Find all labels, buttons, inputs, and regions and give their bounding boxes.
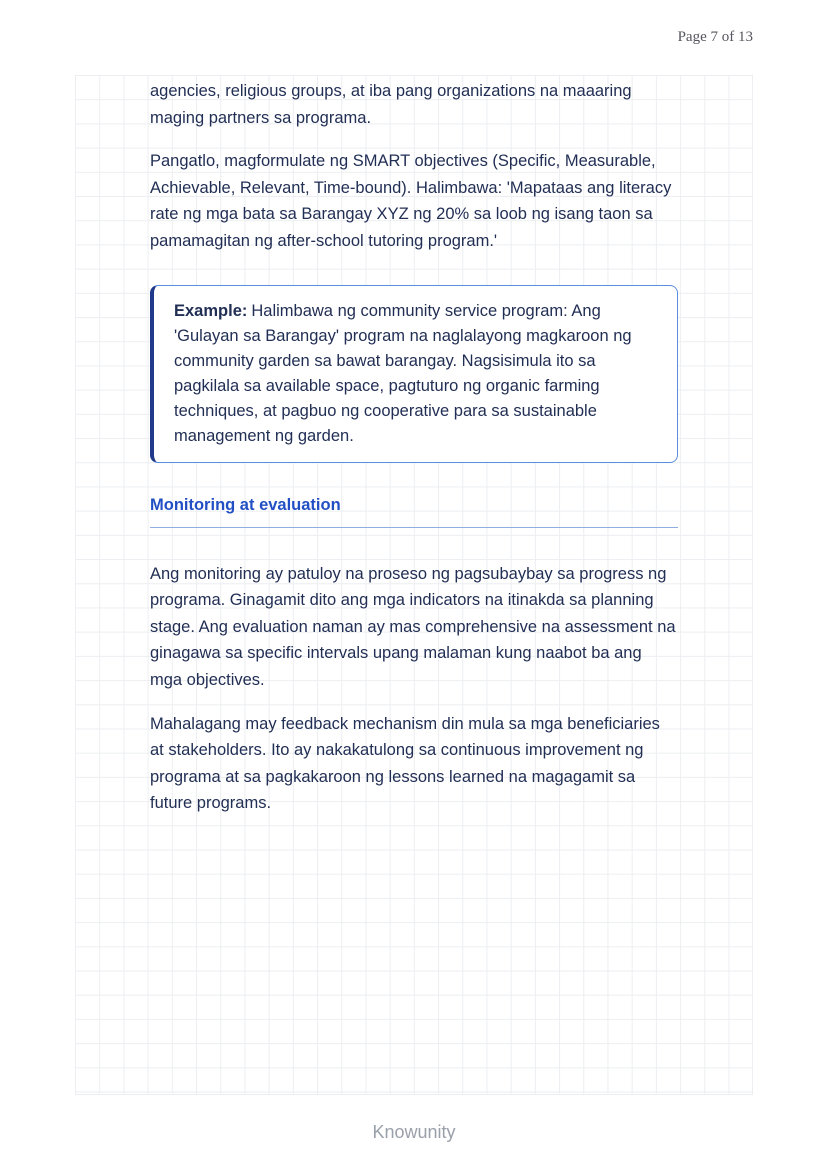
document-content [150,78,678,834]
paragraph-smart-objectives: Pangatlo, magformulate ng SMART objectives (Specific, Measurable, Achievable, Relevant, Time-bound). Halimbawa: 'Mapataas ang literacy rate ng mga bata sa Barangay XYZ ng 20% sa loob ng isang taon sa pamamagitan ng after-school tutoring program.' [150,152,672,250]
example-text [174,299,659,449]
footer-brand: Knowunity [372,1122,456,1142]
paragraph-continuation: agencies, religious groups, at iba pang organizations na maaaring maging partners sa programa. [150,82,632,127]
example-body: Halimbawa ng community service program: Ang 'Gulayan sa Barangay' program na naglalayong magkaroon ng community garden sa bawat barangay. Nagsisimula ito sa pagkilala sa available space, pagtuturo ng organic farming techniques, at pagbuo ng cooperative para sa sustainable management ng garden. [174,301,632,445]
example-label: Example: [174,301,248,320]
paragraph-monitoring: Ang monitoring ay patuloy na proseso ng pagsubaybay sa progress ng programa. Ginagamit dito ang mga indicators na itinakda sa planning stage. Ang evaluation naman ay mas comprehensive na assessment na ginagawa sa specific intervals upang malaman kung naabot ba ang mga objectives. [150,564,676,689]
page-number-indicator: Page 7 of 13 [677,29,753,45]
section-heading-monitoring: Monitoring at evaluation [150,496,678,528]
example-callout-box [150,285,678,463]
paragraph-feedback: Mahalagang may feedback mechanism din mula sa mga beneficiaries at stakeholders. Ito ay nakakatulong sa continuous improvement ng programa at sa pagkakaroon ng lessons learned na magagamit sa future programs. [150,714,660,813]
grid-paper-area [75,75,753,1095]
